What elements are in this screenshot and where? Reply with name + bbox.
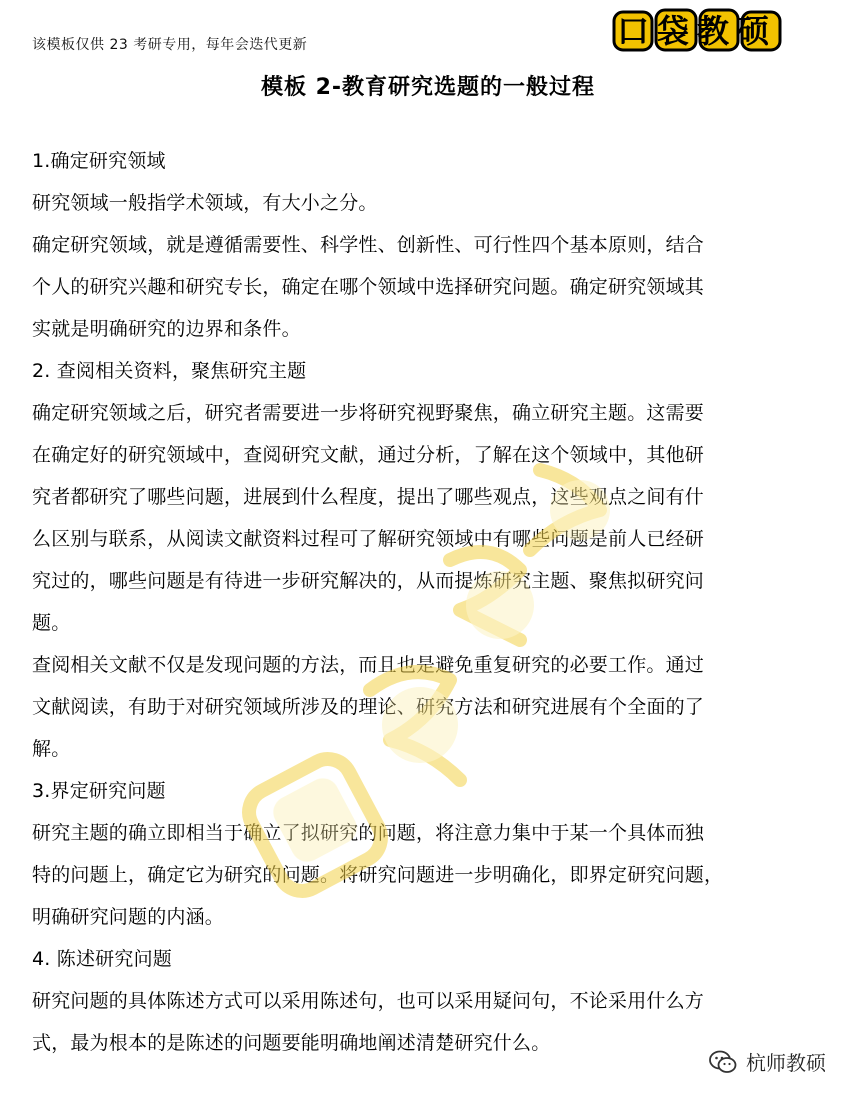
header-note: 该模板仅供 23 考研专用，每年会迭代更新 bbox=[32, 37, 308, 53]
text-line: 1.确定研究领域 bbox=[32, 150, 166, 172]
text-line: 确定研究领域之后，研究者需要进一步将研究视野聚焦，确立研究主题。这需要 bbox=[32, 402, 705, 424]
footer-brand bbox=[708, 1047, 826, 1076]
text-line: 在确定好的研究领域中，查阅研究文献，通过分析，了解在这个领域中，其他研 bbox=[32, 444, 705, 466]
text-line: 2. 查阅相关资料，聚焦研究主题 bbox=[32, 360, 307, 382]
logo-text: 口袋教硕 bbox=[616, 12, 778, 50]
text-line: 究过的，哪些问题是有待进一步研究解决的，从而提炼研究主题、聚焦拟研究问 bbox=[32, 570, 705, 592]
text-line: 确定研究领域，就是遵循需要性、科学性、创新性、可行性四个基本原则，结合 bbox=[32, 234, 705, 256]
wechat-icon bbox=[708, 1049, 738, 1075]
text-line: 解。 bbox=[32, 738, 71, 760]
text-line: 明确研究问题的内涵。 bbox=[32, 906, 225, 928]
page-title: 模板 2-教育研究选题的一般过程 bbox=[260, 75, 596, 100]
text-line: 研究问题的具体陈述方式可以采用陈述句，也可以采用疑问句，不论采用什么方 bbox=[32, 990, 705, 1012]
text-line: 式，最为根本的是陈述的问题要能明确地阐述清楚研究什么。 bbox=[32, 1032, 551, 1054]
text-line: 实就是明确研究的边界和条件。 bbox=[32, 318, 301, 340]
text-line: 究者都研究了哪些问题，进展到什么程度，提出了哪些观点，这些观点之间有什 bbox=[32, 486, 705, 508]
text-line: 4. 陈述研究问题 bbox=[32, 948, 172, 970]
document-body bbox=[32, 140, 822, 1064]
text-line: 特的问题上，确定它为研究的问题。将研究问题进一步明确化，即界定研究问题， bbox=[32, 864, 724, 886]
text-line: 么区别与联系，从阅读文献资料过程可了解研究领域中有哪些问题是前人已经研 bbox=[32, 528, 705, 550]
text-line: 研究主题的确立即相当于确立了拟研究的问题，将注意力集中于某一个具体而独 bbox=[32, 822, 705, 844]
text-line: 个人的研究兴趣和研究专长，确定在哪个领域中选择研究问题。确定研究领域其 bbox=[32, 276, 705, 298]
text-line: 3.界定研究问题 bbox=[32, 780, 166, 802]
text-line: 查阅相关文献不仅是发现问题的方法，而且也是避免重复研究的必要工作。通过 bbox=[32, 654, 705, 676]
logo bbox=[612, 6, 782, 54]
text-line: 题。 bbox=[32, 612, 71, 634]
text-line: 研究领域一般指学术领域，有大小之分。 bbox=[32, 192, 378, 214]
text-line: 文献阅读，有助于对研究领域所涉及的理论、研究方法和研究进展有个全面的了 bbox=[32, 696, 705, 718]
footer-brand-text: 杭师教硕 bbox=[746, 1051, 826, 1075]
